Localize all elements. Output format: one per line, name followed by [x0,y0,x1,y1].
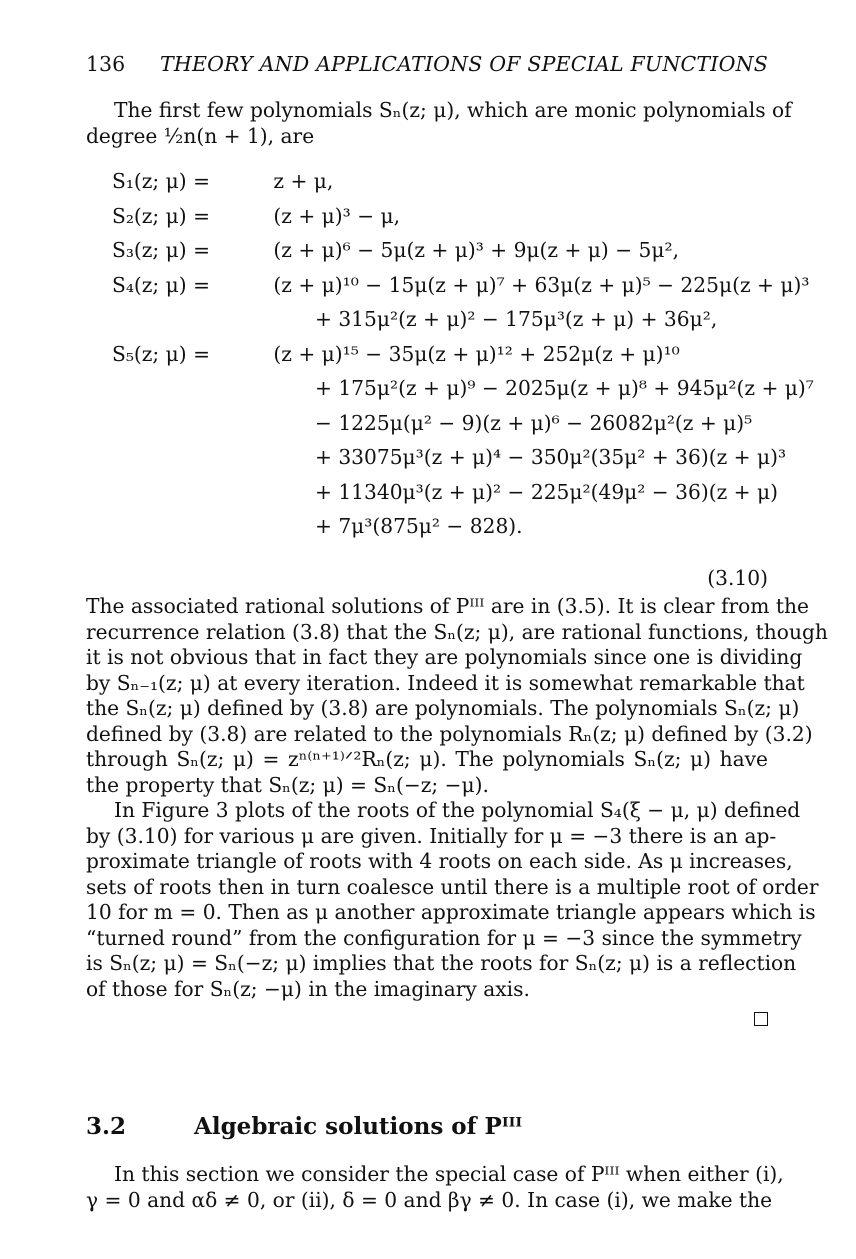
equation-lhs: S₁(z; μ) = [112,169,210,193]
body-paragraph [86,1162,784,1213]
text-line: the property that Sₙ(z; μ) = Sₙ(−z; −μ). [86,772,489,797]
equation-row [112,233,814,268]
equation-rhs: (z + μ)³ − μ, [273,203,401,228]
text-line: defined by (3.8) are related to the polynomials Rₙ(z; μ) defined by (3.2) [86,721,813,746]
section-number: 3.2 [86,1113,127,1140]
equation-rhs: (z + μ)¹⁵ − 35μ(z + μ)¹² + 252μ(z + μ)¹⁰ [273,341,680,366]
intro-paragraph [86,98,792,149]
equation-lhs: S₂(z; μ) = [112,203,210,228]
equation-continuation: + 315μ²(z + μ)² − 175μ³(z + μ) + 36μ², [315,307,718,331]
equation-row [112,199,814,234]
equation-rhs: z + μ, [273,169,334,193]
text-line: by (3.10) for various μ are given. Initially for μ = −3 there is an ap- [86,823,777,848]
equation-number: (3.10) [707,566,768,590]
text-line: proximate triangle of roots with 4 roots on each side. As μ increases, [86,849,793,873]
text-line: by Sₙ₋₁(z; μ) at every iteration. Indeed it is somewhat remarkable that [86,670,805,695]
section-heading [86,1113,522,1140]
text-line: The first few polynomials Sₙ(z; μ), which are monic polynomials of [114,98,792,122]
text-line: the Sₙ(z; μ) defined by (3.8) are polynomials. The polynomials Sₙ(z; μ) [86,696,800,720]
text-line: of those for Sₙ(z; −μ) in the imaginary axis. [86,976,530,1001]
text-line: γ = 0 and αδ ≠ 0, or (ii), δ = 0 and βγ ≠ 0. In case (i), we make the [86,1187,773,1212]
section-title: Algebraic solutions of Pᴵᴵᴵ [194,1113,523,1140]
equation-block [112,164,814,544]
equation-row [112,164,814,199]
qed-symbol [754,1012,768,1026]
text-line: is Sₙ(z; μ) = Sₙ(−z; μ) implies that the roots for Sₙ(z; μ) is a reflection [86,951,797,975]
equation-continuation: + 175μ²(z + μ)⁹ − 2025μ(z + μ)⁸ + 945μ²(z + μ)⁷ [315,376,814,400]
equation-lhs: S₅(z; μ) = [112,341,210,366]
equation-row [112,337,814,372]
text-line: “turned round” from the configuration for μ = −3 since the symmetry [86,925,802,950]
equation-lhs: S₃(z; μ) = [112,238,210,262]
equation-rhs: (z + μ)⁶ − 5μ(z + μ)³ + 9μ(z + μ) − 5μ², [273,238,680,262]
body-paragraph [86,798,819,1002]
text-line: sets of roots then in turn coalesce until there is a multiple root of order [86,874,819,899]
text-line: recurrence relation (3.8) that the Sₙ(z; μ), are rational functions, though [86,619,828,644]
equation-continuation: − 1225μ(μ² − 9)(z + μ)⁶ − 26082μ²(z + μ)⁵ [315,410,753,435]
text-line: The associated rational solutions of Pᴵᴵᴵ are in (3.5). It is clear from the [86,594,809,618]
equation-rhs: (z + μ)¹⁰ − 15μ(z + μ)⁷ + 63μ(z + μ)⁵ − 225μ(z + μ)³ [273,272,810,297]
text-line: 10 for m = 0. Then as μ another approximate triangle appears which is [86,900,816,924]
equation-continuation: + 33075μ³(z + μ)⁴ − 350μ²(35μ² + 36)(z + μ)³ [315,445,787,469]
running-head: THEORY AND APPLICATIONS OF SPECIAL FUNCTIONS [160,52,768,76]
equation-continuation: + 7μ³(875μ² − 828). [315,514,523,538]
text-line: In Figure 3 plots of the roots of the polynomial S₄(ξ − μ, μ) defined [114,798,801,822]
text-line: through Sₙ(z; μ) = zⁿ⁽ⁿ⁺¹⁾ᐟ²Rₙ(z; μ). The polynomials Sₙ(z; μ) have [86,747,768,771]
equation-row [112,268,814,303]
page-number: 136 [86,52,126,76]
equation-continuation: + 11340μ³(z + μ)² − 225μ²(49μ² − 36)(z + μ) [315,479,778,504]
equation-lhs: S₄(z; μ) = [112,272,210,297]
text-line: degree ½n(n + 1), are [86,123,315,148]
text-line: it is not obvious that in fact they are polynomials since one is dividing [86,645,803,669]
text-line: In this section we consider the special case of Pᴵᴵᴵ when either (i), [114,1162,784,1186]
body-paragraph [86,594,828,798]
